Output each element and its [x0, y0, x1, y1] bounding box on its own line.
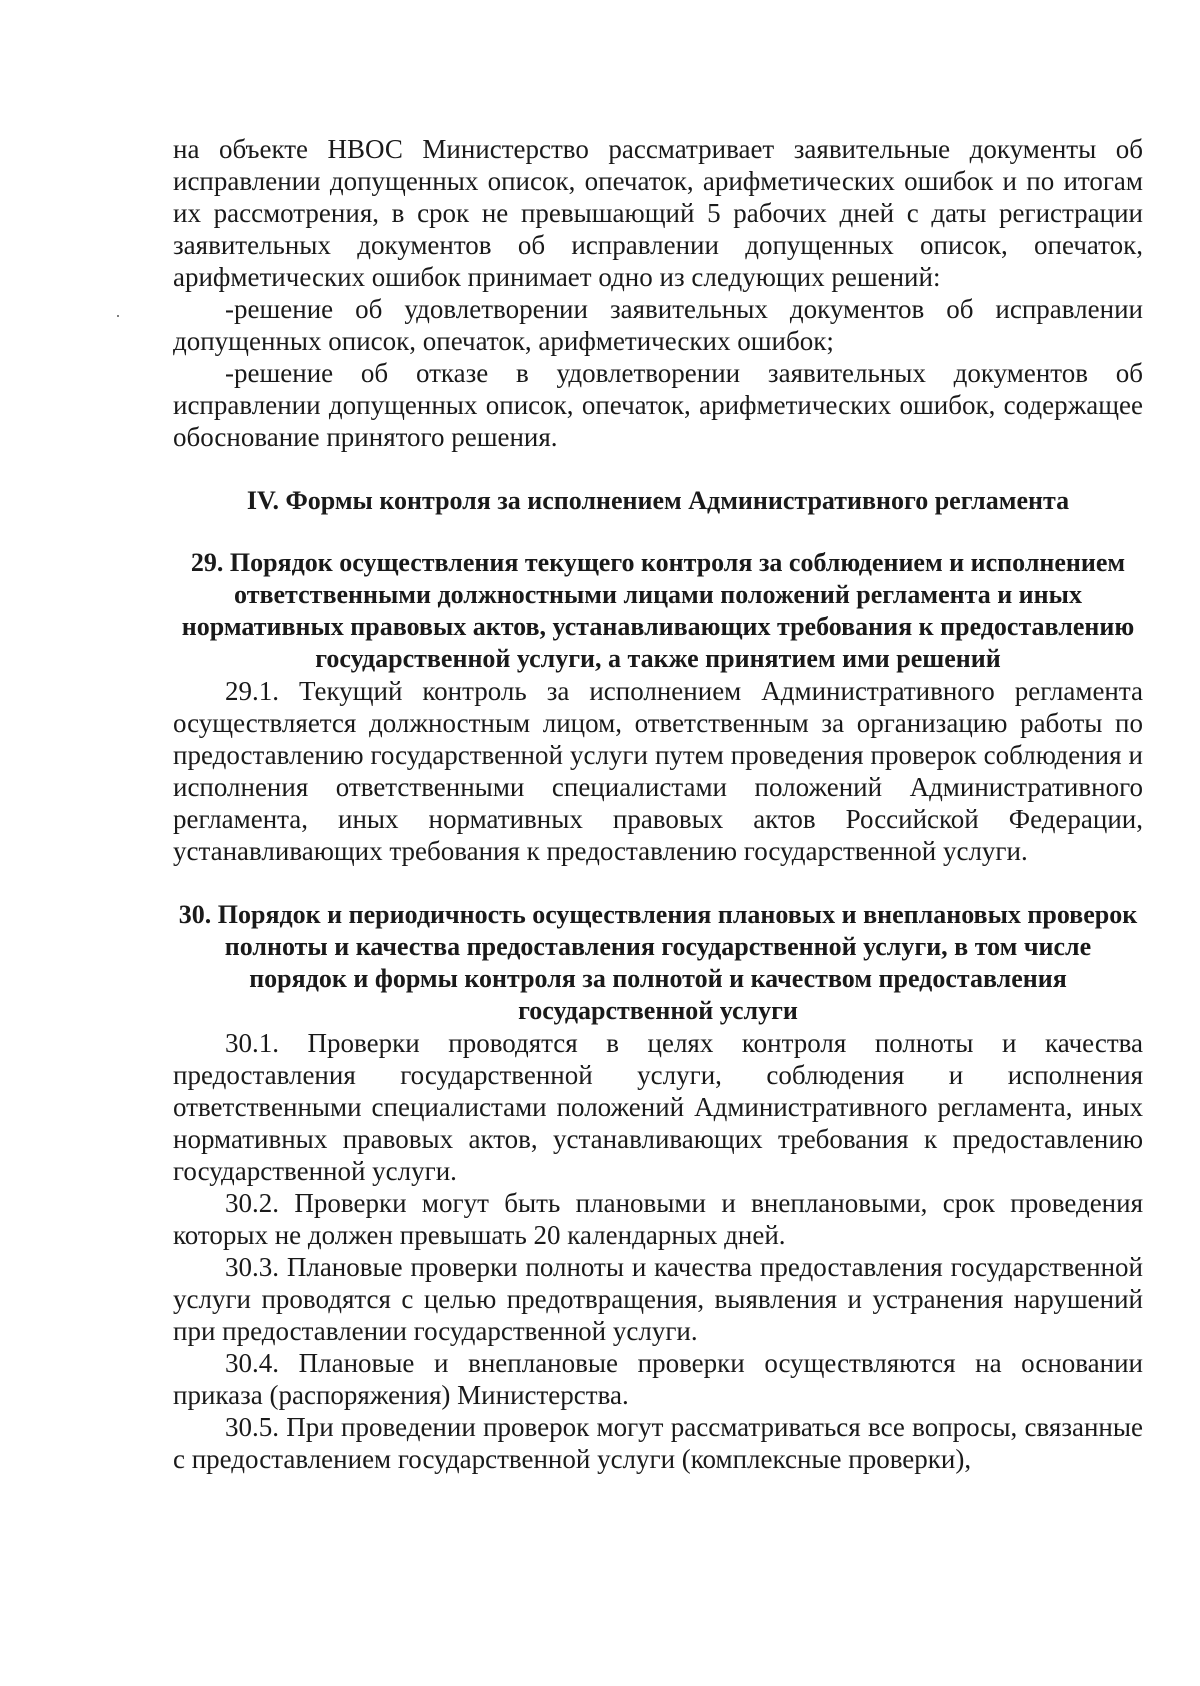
decision-option-refuse: -решение об отказе в удовлетворении заявительных документов об исправлении допущенных описок, опечаток, арифметических ошибок, содержащее обоснование принятого решения. — [173, 358, 1143, 452]
paragraph-30-2: 30.2. Проверки могут быть плановыми и внеплановыми, срок проведения которых не должен превышать 20 календарных дней. — [173, 1188, 1143, 1250]
document-body — [173, 133, 1143, 1475]
paragraph-30-4: 30.4. Плановые и внеплановые проверки осуществляются на основании приказа (распоряжения) Министерства. — [173, 1348, 1143, 1410]
paragraph-30-1: 30.1. Проверки проводятся в целях контроля полноты и качества предоставления государственной услуги, соблюдения и исполнения ответственными специалистами положений Административного регламента, иных нормативных правовых актов, устанавливающих требования к предоставлению государственной услуги. — [173, 1028, 1143, 1186]
subsection-30-heading: 30. Порядок и периодичность осуществления плановых и внеплановых проверок полноты и качества предоставления государственной услуги, в том числе порядок и формы контроля за полнотой и качеством предоставления государственной услуги — [178, 900, 1138, 1025]
scan-speck — [117, 315, 119, 317]
subsection-29-heading: 29. Порядок осуществления текущего контроля за соблюдением и исполнением ответственными должностными лицами положений регламента и иных нормативных правовых актов, устанавливающих требования к предоставлению государственной услуги, а также принятием ими решений — [181, 548, 1135, 673]
paragraph-30-5: 30.5. При проведении проверок могут рассматриваться все вопросы, связанные с предоставлением государственной услуги (комплексные проверки), — [173, 1412, 1143, 1474]
intro-paragraph: на объекте НВОС Министерство рассматривает заявительные документы об исправлении допущенных описок, опечаток, арифметических ошибок и по итогам их рассмотрения, в срок не превышающий 5 рабочих дней с даты регистрации заявительных документов об исправлении допущенных описок, опечаток, арифметических ошибок принимает одно из следующих решений: — [173, 134, 1143, 292]
spacer — [173, 867, 1143, 899]
paragraph-30-3: 30.3. Плановые проверки полноты и качества предоставления государственной услуги проводятся с целью предотвращения, выявления и устранения нарушений при предоставлении государственной услуги. — [173, 1252, 1143, 1346]
paragraph-29-1: 29.1. Текущий контроль за исполнением Административного регламента осуществляется должностным лицом, ответственным за организацию работы по предоставлению государственной услуги путем проведения проверок соблюдения и исполнения ответственными специалистами положений Административного регламента, иных нормативных правовых актов Российской Федерации, устанавливающих требования к предоставлению государственной услуги. — [173, 676, 1143, 866]
section-title: IV. Формы контроля за исполнением Административного регламента — [246, 486, 1070, 515]
decision-option-satisfy: -решение об удовлетворении заявительных документов об исправлении допущенных описок, опечаток, арифметических ошибок; — [173, 294, 1143, 356]
